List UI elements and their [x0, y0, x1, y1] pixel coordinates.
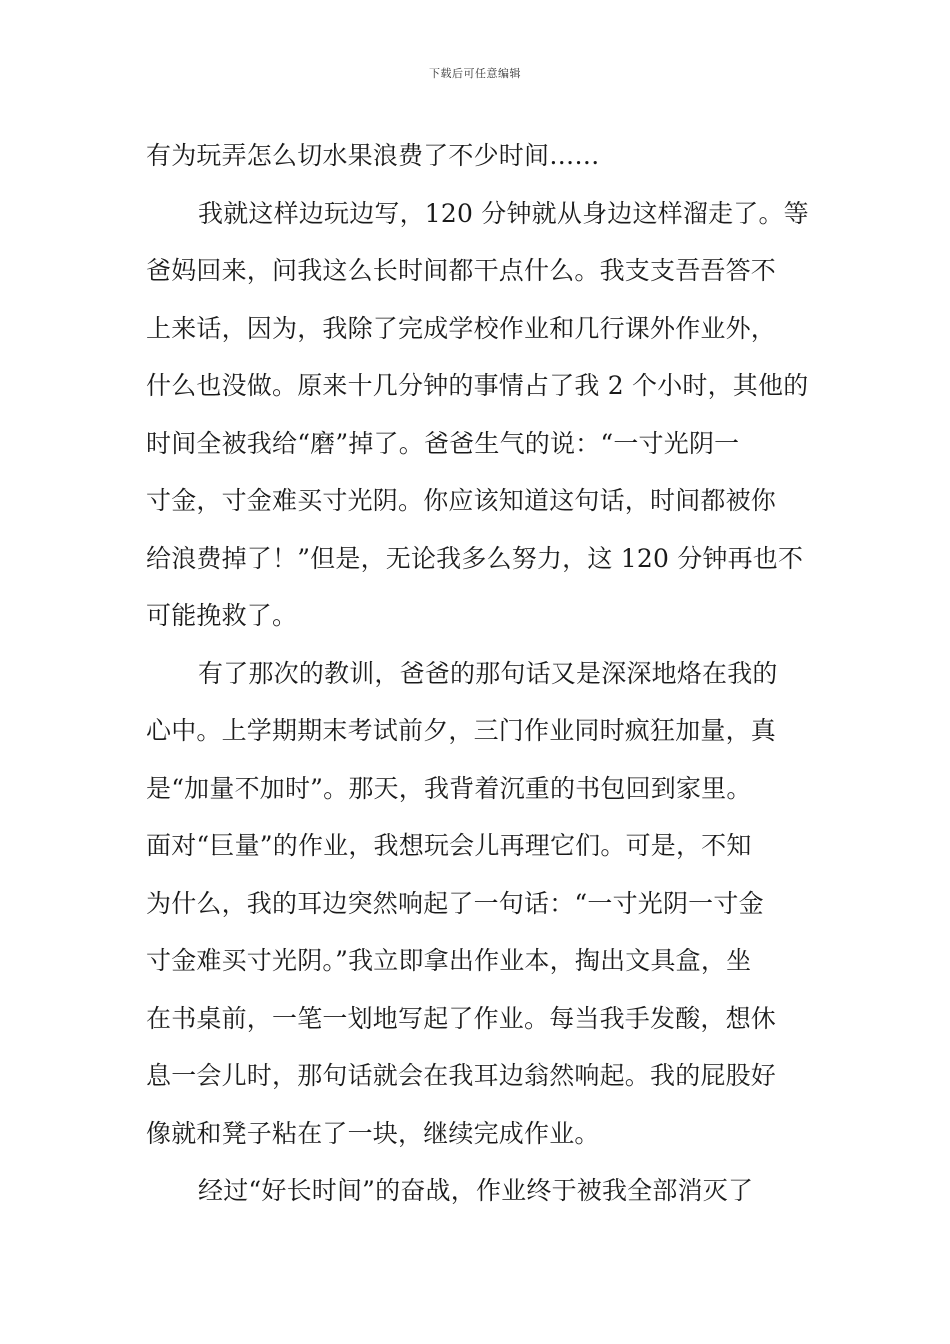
- text-line: 什么也没做。原来十几分钟的事情占了我 2 个小时，其他的: [146, 371, 809, 400]
- text-line: 寸金，寸金难买寸光阴。你应该知道这句话，时间都被你: [146, 486, 777, 515]
- text-line: 像就和凳子粘在了一块，继续完成作业。: [146, 1118, 600, 1148]
- text-line: 爸妈回来，问我这么长时间都干点什么。我支支吾吾答不: [146, 256, 777, 285]
- text-line: 息一会儿时，那句话就会在我耳边翁然响起。我的屁股好: [146, 1061, 777, 1090]
- text-line: 给浪费掉了！”但是，无论我多么努力，这 120 分钟再也不: [146, 543, 804, 573]
- text-line: 面对“巨量”的作业，我想玩会儿再理它们。可是，不知: [146, 831, 752, 860]
- text-line: 可能挽救了。: [146, 601, 298, 630]
- text-line: 寸金难买寸光阴。”我立即拿出作业本，掏出文具盒，坐: [146, 946, 752, 975]
- text-line: 我就这样边玩边写，120 分钟就从身边这样溜走了。等: [198, 198, 809, 228]
- text-line: 心中。上学期期末考试前夕，三门作业同时疯狂加量，真: [146, 716, 777, 745]
- text-line: 为什么，我的耳边突然响起了一句话：“一寸光阴一寸金: [146, 888, 764, 918]
- page-header: 下载后可任意编辑: [429, 67, 521, 80]
- text-line: 时间全被我给“磨”掉了。爸爸生气的说：“一寸光阴一: [146, 428, 740, 458]
- text-line: 上来话，因为，我除了完成学校作业和几行课外作业外，: [146, 313, 777, 343]
- text-line: 经过“好长时间”的奋战，作业终于被我全部消灭了: [198, 1176, 754, 1205]
- text-line: 有为玩弄怎么切水果浪费了不少时间……: [146, 141, 600, 170]
- text-line: 有了那次的教训，爸爸的那句话又是深深地烙在我的: [198, 658, 778, 688]
- text-line: 在书桌前，一笔一划地写起了作业。每当我手发酸，想休: [146, 1003, 777, 1033]
- text-line: 是“加量不加时”。那天，我背着沉重的书包回到家里。: [146, 773, 752, 803]
- document-body: [146, 127, 808, 1220]
